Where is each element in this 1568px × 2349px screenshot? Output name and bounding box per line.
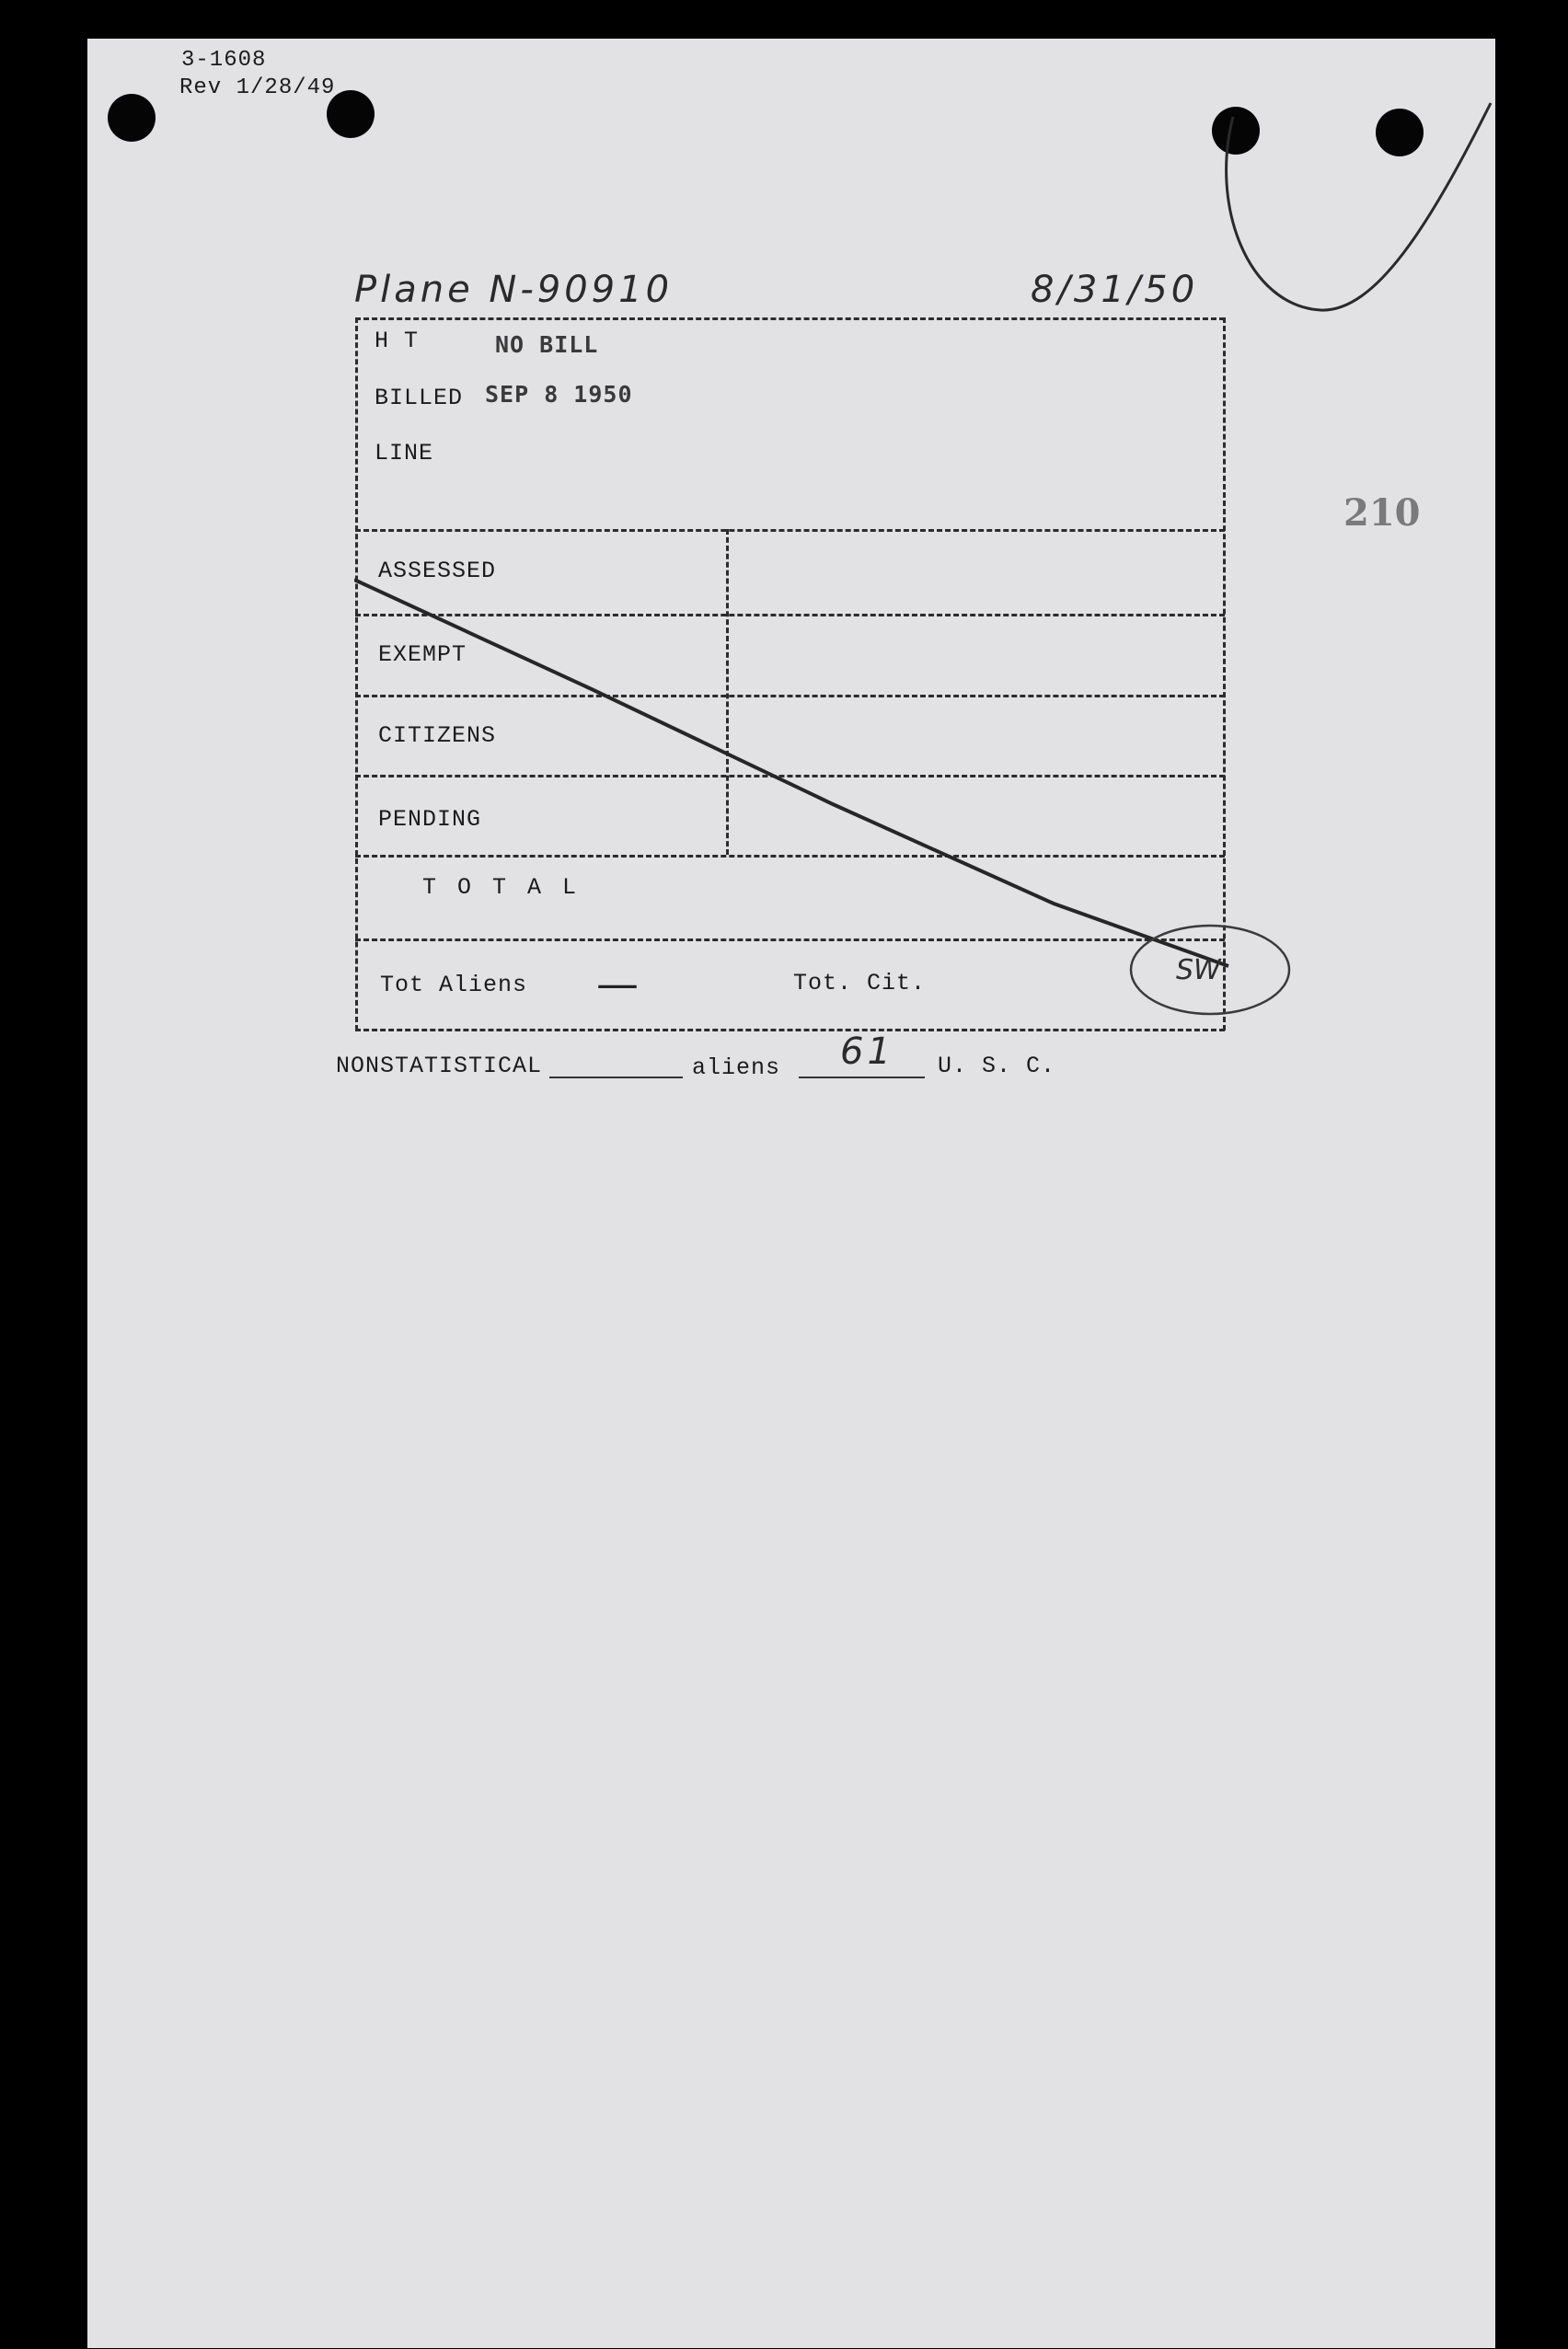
row-label-assessed: ASSESSED [378, 558, 497, 584]
tot-aliens-value: — [596, 959, 639, 1008]
page-number: 210 [1343, 491, 1421, 535]
handwritten-reference: Plane N-90910 [354, 269, 674, 311]
form-number: 3-1608 [181, 48, 267, 73]
nonstatistical-blank [549, 1077, 683, 1078]
usc-count: 61 [840, 1031, 894, 1073]
table-top-border [355, 317, 1225, 320]
document-page [87, 39, 1495, 2348]
total-label: T O T A L [422, 874, 581, 901]
usc-blank [799, 1077, 925, 1078]
handwritten-initials: SW [1176, 954, 1221, 986]
aliens-label: aliens [692, 1054, 781, 1081]
billed-label: BILLED [375, 385, 464, 411]
form-revision: Rev 1/28/49 [179, 75, 336, 100]
table-bottom-border [355, 1029, 1225, 1031]
ht-label: H T [375, 328, 420, 354]
billed-date-stamp: SEP 8 1950 [485, 381, 633, 408]
row-label-citizens: CITIZENS [378, 722, 497, 749]
table-line-divider [355, 529, 1225, 532]
nonstatistical-label: NONSTATISTICAL [336, 1053, 543, 1079]
no-bill-stamp: NO BILL [495, 331, 599, 358]
handwritten-date: 8/31/50 [1031, 269, 1199, 311]
tot-cit-label: Tot. Cit. [793, 970, 927, 996]
tot-aliens-label: Tot Aliens [380, 972, 528, 998]
punch-hole-left [108, 94, 156, 142]
row-label-exempt: EXEMPT [378, 641, 467, 668]
diagonal-strike-line [354, 535, 1238, 977]
row-label-pending: PENDING [378, 806, 482, 833]
line-label: LINE [375, 440, 434, 466]
usc-label: U. S. C. [938, 1053, 1056, 1079]
